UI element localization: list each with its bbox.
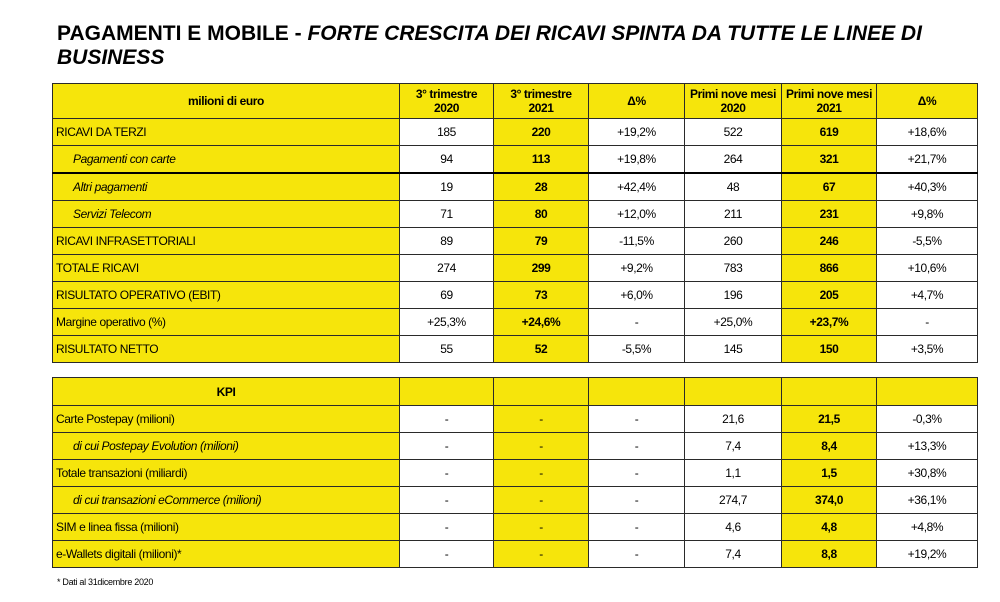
cell-nm-2021: 21,5 bbox=[782, 406, 877, 433]
cell-nm-2021: 374,0 bbox=[782, 487, 877, 514]
cell-delta-nm: +3,5% bbox=[877, 336, 978, 363]
cell-nm-2020: 783 bbox=[685, 255, 782, 282]
cell-nm-2020: 264 bbox=[685, 146, 782, 174]
row-label: di cui Postepay Evolution (milioni) bbox=[53, 433, 400, 460]
kpi-header-empty bbox=[400, 378, 494, 406]
cell-delta-nm: -0,3% bbox=[877, 406, 978, 433]
table-row bbox=[53, 119, 978, 146]
cell-nm-2021: 8,4 bbox=[782, 433, 877, 460]
cell-delta-nm: +30,8% bbox=[877, 460, 978, 487]
cell-delta-q: +9,2% bbox=[589, 255, 685, 282]
row-label: di cui transazioni eCommerce (milioni) bbox=[53, 487, 400, 514]
cell-nm-2020: 4,6 bbox=[685, 514, 782, 541]
cell-nm-2020: +25,0% bbox=[685, 309, 782, 336]
table-row bbox=[53, 146, 978, 174]
kpi-header-row bbox=[53, 378, 978, 406]
table-row bbox=[53, 255, 978, 282]
cell-q3-2020: - bbox=[400, 406, 494, 433]
cell-q3-2020: 89 bbox=[400, 228, 494, 255]
cell-nm-2021: 205 bbox=[782, 282, 877, 309]
title-subtitle: FORTE CRESCITA DEI RICAVI SPINTA DA TUTTE LE LINEE DI BUSINESS bbox=[57, 22, 922, 69]
cell-q3-2021: 79 bbox=[494, 228, 589, 255]
cell-delta-q: -11,5% bbox=[589, 228, 685, 255]
cell-nm-2020: 522 bbox=[685, 119, 782, 146]
cell-q3-2020: 71 bbox=[400, 201, 494, 228]
cell-delta-nm: -5,5% bbox=[877, 228, 978, 255]
cell-nm-2020: 274,7 bbox=[685, 487, 782, 514]
cell-q3-2021: - bbox=[494, 433, 589, 460]
table-row bbox=[53, 541, 978, 568]
row-label: Altri pagamenti bbox=[53, 173, 400, 201]
cell-q3-2020: - bbox=[400, 514, 494, 541]
footnote: * Dati al 31dicembre 2020 bbox=[57, 577, 154, 587]
cell-q3-2021: 28 bbox=[494, 173, 589, 201]
table-row bbox=[53, 309, 978, 336]
cell-nm-2020: 145 bbox=[685, 336, 782, 363]
cell-delta-q: - bbox=[589, 460, 685, 487]
cell-nm-2020: 196 bbox=[685, 282, 782, 309]
cell-nm-2021: 67 bbox=[782, 173, 877, 201]
page-title bbox=[57, 22, 977, 70]
cell-q3-2020: - bbox=[400, 433, 494, 460]
cell-nm-2020: 21,6 bbox=[685, 406, 782, 433]
cell-delta-nm: +4,8% bbox=[877, 514, 978, 541]
cell-nm-2020: 260 bbox=[685, 228, 782, 255]
cell-q3-2021: +24,6% bbox=[494, 309, 589, 336]
cell-nm-2020: 48 bbox=[685, 173, 782, 201]
cell-nm-2021: 150 bbox=[782, 336, 877, 363]
cell-delta-q: +6,0% bbox=[589, 282, 685, 309]
cell-nm-2020: 1,1 bbox=[685, 460, 782, 487]
header-label: milioni di euro bbox=[53, 84, 400, 119]
cell-q3-2020: 94 bbox=[400, 146, 494, 174]
cell-delta-nm: +21,7% bbox=[877, 146, 978, 174]
cell-delta-nm: +13,3% bbox=[877, 433, 978, 460]
table-row bbox=[53, 282, 978, 309]
row-label: RISULTATO NETTO bbox=[53, 336, 400, 363]
cell-nm-2021: 321 bbox=[782, 146, 877, 174]
row-label: Servizi Telecom bbox=[53, 201, 400, 228]
cell-nm-2021: +23,7% bbox=[782, 309, 877, 336]
table-row bbox=[53, 433, 978, 460]
header-q3-2021: 3° trimestre 2021 bbox=[494, 84, 589, 119]
table-row bbox=[53, 514, 978, 541]
cell-q3-2020: 185 bbox=[400, 119, 494, 146]
financials-header-row bbox=[53, 84, 978, 119]
cell-q3-2020: - bbox=[400, 460, 494, 487]
cell-delta-q: -5,5% bbox=[589, 336, 685, 363]
table-row bbox=[53, 336, 978, 363]
cell-nm-2021: 231 bbox=[782, 201, 877, 228]
title-main: PAGAMENTI E MOBILE - bbox=[57, 22, 302, 45]
cell-delta-q: - bbox=[589, 406, 685, 433]
header-delta-q: Δ% bbox=[589, 84, 685, 119]
cell-q3-2021: - bbox=[494, 541, 589, 568]
table-row bbox=[53, 460, 978, 487]
cell-nm-2021: 8,8 bbox=[782, 541, 877, 568]
kpi-header-empty bbox=[685, 378, 782, 406]
cell-delta-nm: +18,6% bbox=[877, 119, 978, 146]
cell-delta-q: +19,2% bbox=[589, 119, 685, 146]
cell-delta-q: - bbox=[589, 514, 685, 541]
row-label: Pagamenti con carte bbox=[53, 146, 400, 174]
header-q3-2020: 3° trimestre 2020 bbox=[400, 84, 494, 119]
row-label: Carte Postepay (milioni) bbox=[53, 406, 400, 433]
cell-nm-2021: 866 bbox=[782, 255, 877, 282]
cell-nm-2021: 246 bbox=[782, 228, 877, 255]
cell-delta-nm: +19,2% bbox=[877, 541, 978, 568]
financials-table bbox=[52, 83, 978, 363]
row-label: RISULTATO OPERATIVO (EBIT) bbox=[53, 282, 400, 309]
cell-delta-q: +12,0% bbox=[589, 201, 685, 228]
kpi-header-empty bbox=[877, 378, 978, 406]
cell-delta-q: +19,8% bbox=[589, 146, 685, 174]
cell-delta-q: - bbox=[589, 487, 685, 514]
row-label: e-Wallets digitali (milioni)* bbox=[53, 541, 400, 568]
cell-delta-q: +42,4% bbox=[589, 173, 685, 201]
kpi-table bbox=[52, 377, 978, 568]
cell-q3-2021: 80 bbox=[494, 201, 589, 228]
kpi-header-label: KPI bbox=[53, 378, 400, 406]
cell-q3-2020: 19 bbox=[400, 173, 494, 201]
cell-nm-2020: 7,4 bbox=[685, 541, 782, 568]
cell-delta-nm: +9,8% bbox=[877, 201, 978, 228]
cell-delta-nm: +36,1% bbox=[877, 487, 978, 514]
row-label: RICAVI INFRASETTORIALI bbox=[53, 228, 400, 255]
cell-delta-nm: +10,6% bbox=[877, 255, 978, 282]
cell-delta-nm: +4,7% bbox=[877, 282, 978, 309]
table-row bbox=[53, 406, 978, 433]
cell-q3-2020: 55 bbox=[400, 336, 494, 363]
cell-q3-2021: 113 bbox=[494, 146, 589, 174]
cell-nm-2020: 211 bbox=[685, 201, 782, 228]
cell-q3-2021: - bbox=[494, 406, 589, 433]
cell-delta-q: - bbox=[589, 541, 685, 568]
cell-delta-nm: +40,3% bbox=[877, 173, 978, 201]
kpi-header-empty bbox=[782, 378, 877, 406]
table-row bbox=[53, 201, 978, 228]
cell-delta-q: - bbox=[589, 309, 685, 336]
cell-q3-2021: 220 bbox=[494, 119, 589, 146]
cell-nm-2021: 619 bbox=[782, 119, 877, 146]
row-label: Totale transazioni (miliardi) bbox=[53, 460, 400, 487]
header-nm-2021: Primi nove mesi 2021 bbox=[782, 84, 877, 119]
cell-delta-q: - bbox=[589, 433, 685, 460]
row-label: TOTALE RICAVI bbox=[53, 255, 400, 282]
table-row bbox=[53, 173, 978, 201]
cell-q3-2020: +25,3% bbox=[400, 309, 494, 336]
cell-q3-2021: - bbox=[494, 460, 589, 487]
header-nm-2020: Primi nove mesi 2020 bbox=[685, 84, 782, 119]
cell-q3-2020: 274 bbox=[400, 255, 494, 282]
kpi-header-empty bbox=[494, 378, 589, 406]
cell-delta-nm: - bbox=[877, 309, 978, 336]
cell-q3-2020: - bbox=[400, 541, 494, 568]
cell-q3-2020: - bbox=[400, 487, 494, 514]
cell-nm-2021: 1,5 bbox=[782, 460, 877, 487]
cell-q3-2021: 73 bbox=[494, 282, 589, 309]
cell-q3-2021: - bbox=[494, 487, 589, 514]
kpi-header-empty bbox=[589, 378, 685, 406]
table-row bbox=[53, 487, 978, 514]
cell-q3-2021: 299 bbox=[494, 255, 589, 282]
cell-nm-2021: 4,8 bbox=[782, 514, 877, 541]
row-label: SIM e linea fissa (milioni) bbox=[53, 514, 400, 541]
row-label: RICAVI DA TERZI bbox=[53, 119, 400, 146]
cell-nm-2020: 7,4 bbox=[685, 433, 782, 460]
cell-q3-2021: - bbox=[494, 514, 589, 541]
row-label: Margine operativo (%) bbox=[53, 309, 400, 336]
cell-q3-2020: 69 bbox=[400, 282, 494, 309]
table-row bbox=[53, 228, 978, 255]
header-delta-nm: Δ% bbox=[877, 84, 978, 119]
cell-q3-2021: 52 bbox=[494, 336, 589, 363]
